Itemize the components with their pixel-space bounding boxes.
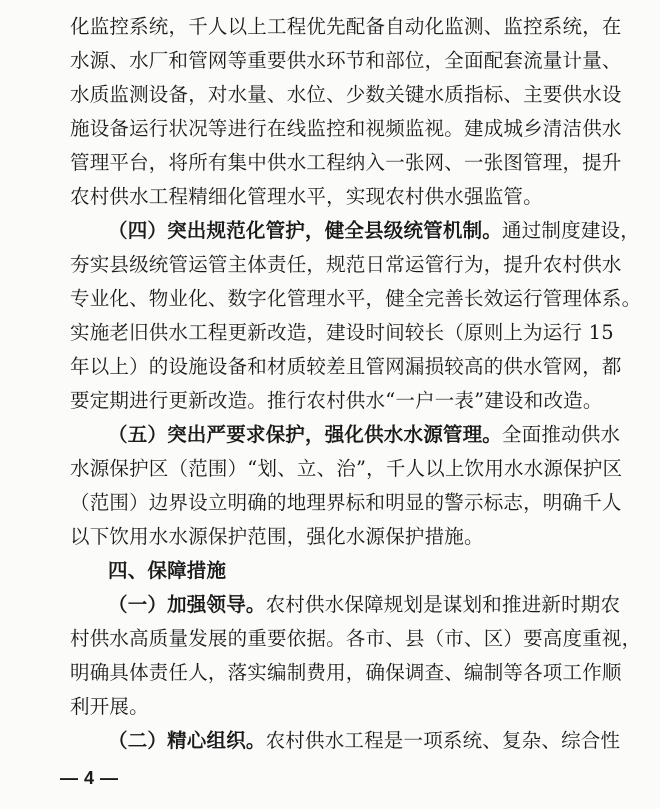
page-number: — 4 — (60, 768, 119, 788)
paragraph-b-text: 农村供水工程是一项系统、复杂、综合性 (265, 729, 621, 752)
paragraph-b-heading: （二）精心组织。 (108, 729, 266, 752)
paragraph-4-heading: （四）突出规范化管护，健全县级统管机制。 (108, 219, 503, 242)
body-line: 专业化、物业化、数字化管理水平，健全完善长效运行管理体系。 (70, 287, 642, 310)
body-line: 水源保护区（范围）“划、立、治”，千人以上饮用水水源保护区 (70, 457, 623, 480)
body-line: 利开展。 (70, 695, 149, 718)
paragraph-4-first-line (70, 214, 640, 248)
body-line: 水质监测设备，对水量、水位、少数关键水质指标、主要供水设 (70, 83, 622, 106)
paragraph-a-first-line (70, 588, 621, 622)
body-line: 明确具体责任人，落实编制费用，确保调查、编制等各项工作顺 (70, 661, 622, 684)
body-line: 施设备运行状况等进行在线监控和视频监视。建成城乡清洁供水 (70, 117, 622, 140)
paragraph-b-first-line (70, 724, 621, 758)
body-line: 水源、水厂和管网等重要供水环节和部位，全面配套流量计量、 (70, 49, 622, 72)
body-line: 管理平台，将所有集中供水工程纳入一张网、一张图管理，提升 (70, 151, 622, 174)
body-line: 农村供水工程精细化管理水平，实现农村供水强监管。 (70, 185, 543, 208)
body-line: 村供水高质量发展的重要依据。各市、县（市、区）要高度重视， (70, 627, 642, 650)
paragraph-5-first-line (70, 418, 621, 452)
body-line: 实施老旧供水工程更新改造，建设时间较长（原则上为运行 15 (70, 321, 614, 344)
document-body (70, 10, 642, 758)
body-line: 要定期进行更新改造。推行农村供水“一户一表”建设和改造。 (70, 389, 603, 412)
body-line: 以下饮用水水源保护范围，强化水源保护措施。 (70, 525, 484, 548)
body-line: 化监控系统，千人以上工程优先配备自动化监测、监控系统，在 (70, 15, 622, 38)
paragraph-a-text: 农村供水保障规划是谋划和推进新时期农 (265, 593, 621, 616)
body-line: （范围）边界设立明确的地理界标和明显的警示标志，明确千人 (70, 491, 622, 514)
section-4-title: 四、保障措施 (108, 559, 227, 582)
body-line: 年以上）的设施设备和材质较差且管网漏损较高的供水管网，都 (70, 355, 622, 378)
paragraph-4-text: 通过制度建设， (502, 219, 640, 242)
paragraph-5-text: 全面推动供水 (502, 423, 621, 446)
paragraph-a-heading: （一）加强领导。 (108, 593, 266, 616)
body-line: 夯实县级统管运管主体责任，规范日常运管行为，提升农村供水 (70, 253, 622, 276)
paragraph-5-heading: （五）突出严要求保护，强化供水水源管理。 (108, 423, 503, 446)
